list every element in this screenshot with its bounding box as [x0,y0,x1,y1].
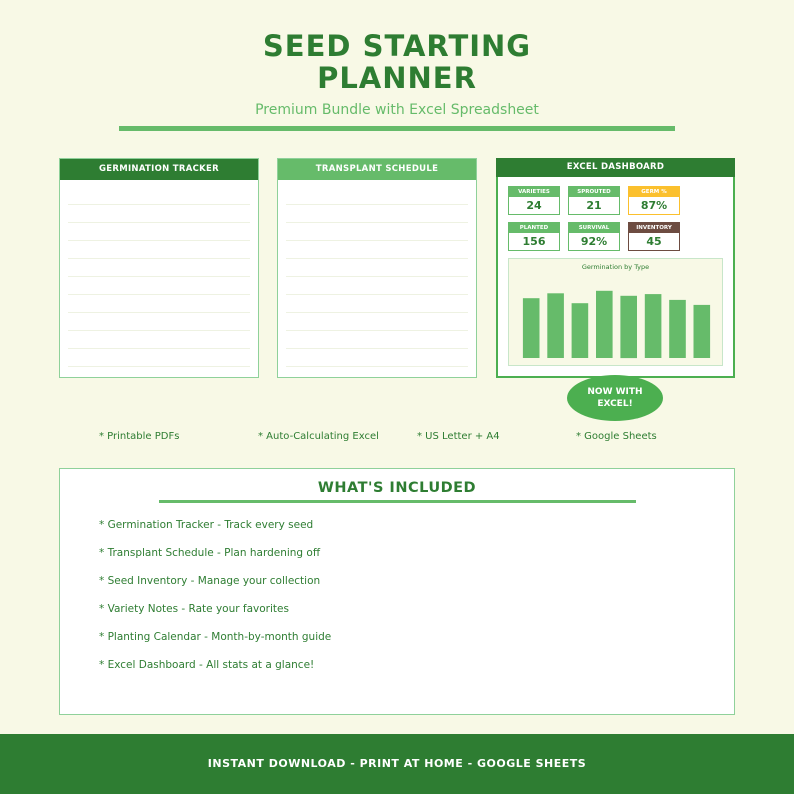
stat-varieties [508,186,560,215]
chart-bar-3 [572,303,589,358]
excel-dashboard-card [496,158,735,378]
chart-bar-5 [620,296,637,358]
list-item: * Variety Notes - Rate your favorites [99,603,289,615]
stat-survival [568,222,620,251]
chart-bar-8 [694,305,711,358]
stat-label: INVENTORY [629,223,679,233]
stat-label: GERM % [629,187,679,197]
page-subtitle: Premium Bundle with Excel Spreadsheet [255,102,539,118]
whats-included-title: WHAT'S INCLUDED [317,480,477,496]
feature-google-sheets: * Google Sheets [576,431,657,442]
germination-tracker-rows [68,187,250,367]
stat-label: SURVIVAL [569,223,619,233]
stat-value: 87% [640,199,668,212]
stat-value: 24 [526,199,542,212]
stat-value: 92% [580,235,608,248]
feature-paper-sizes: * US Letter + A4 [417,431,500,442]
list-item: * Excel Dashboard - All stats at a glance! [99,659,315,671]
stat-value: 45 [646,235,662,248]
stat-inventory [628,222,680,251]
excel-badge [567,375,663,421]
chart-bar-7 [669,300,686,358]
germination-chart [508,258,723,366]
page-title-line-2: PLANNER [317,61,477,95]
page-title-line-1: SEED STARTING [262,29,532,63]
badge-line-1: NOW WITH [587,387,643,397]
chart-bar-2 [547,293,564,358]
stat-label: PLANTED [509,223,559,233]
page-title [0,30,794,94]
stat-label: SPROUTED [569,187,619,197]
chart-bar-4 [596,291,613,358]
stat-sprouted [568,186,620,215]
germination-tracker-title: GERMINATION TRACKER [60,159,258,180]
excel-dashboard-title: EXCEL DASHBOARD [496,158,735,177]
list-item: * Transplant Schedule - Plan hardening off [99,547,321,559]
whats-included-list [99,518,331,686]
transplant-schedule-title: TRANSPLANT SCHEDULE [278,159,476,180]
stat-label: VARIETIES [509,187,559,197]
whats-included-panel [59,468,735,715]
stat-value: 156 [522,235,546,248]
germination-bar-chart [509,259,724,367]
list-item: * Germination Tracker - Track every seed [99,519,314,531]
transplant-schedule-rows [286,187,468,367]
list-item: * Planting Calendar - Month-by-month guide [99,631,332,643]
title-divider [119,126,675,131]
transplant-schedule-card [277,158,477,378]
feature-printable-pdfs: * Printable PDFs [99,431,180,442]
chart-bar-6 [645,294,662,358]
stat-value: 21 [586,199,602,212]
chart-bar-1 [523,298,540,358]
germination-tracker-card [59,158,259,378]
badge-line-2: EXCEL! [597,399,633,409]
stat-germ-percent [628,186,680,215]
footer-banner: INSTANT DOWNLOAD - PRINT AT HOME - GOOGLE SHEETS [0,734,794,794]
feature-auto-calculating-excel: * Auto-Calculating Excel [258,431,379,442]
list-item: * Seed Inventory - Manage your collection [99,575,321,587]
chart-title: Germination by Type [581,263,650,271]
whats-included-divider [159,500,636,503]
stat-planted [508,222,560,251]
